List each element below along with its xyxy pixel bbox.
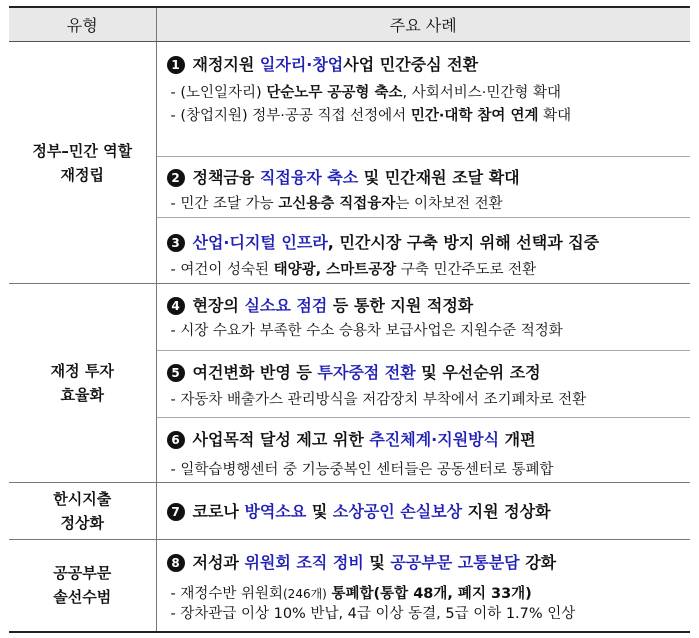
category-cell <box>9 42 156 284</box>
heading-highlight: 공공부문 고통분담 <box>390 553 520 572</box>
example-cell <box>156 540 690 632</box>
category-line: 재정립 <box>60 165 104 184</box>
heading-text: 사업목적 달성 제고 위한 <box>192 430 370 449</box>
detail-emphasis: 고신용층 직접융자 <box>278 196 396 212</box>
table-row <box>9 284 690 351</box>
item-heading-text <box>193 361 541 385</box>
heading-text: 및 <box>363 553 391 572</box>
example-item <box>157 52 691 128</box>
heading-text: 여건변화 반영 등 <box>192 363 318 382</box>
item-heading <box>157 428 691 452</box>
heading-highlight: 투자중점 전환 <box>317 363 416 382</box>
example-cell <box>156 218 690 284</box>
category-line: 효율화 <box>60 386 104 404</box>
category-line: 솔선수범 <box>53 588 112 607</box>
heading-highlight: 소상공인 손실보상 <box>332 502 463 521</box>
heading-text: 및 <box>306 502 333 521</box>
detail-text: - 시장 수요가 부족한 수소 승용차 보급사업은 지원수준 적정화 <box>170 323 563 339</box>
heading-text: 사업 민간중심 전환 <box>343 55 479 74</box>
example-item <box>157 230 691 281</box>
heading-highlight: 실소요 점검 <box>244 296 328 315</box>
example-cell <box>156 284 690 351</box>
item-detail-line <box>157 193 691 215</box>
item-detail-line <box>157 459 691 481</box>
heading-text: 재정지원 <box>192 55 260 74</box>
example-item <box>157 294 691 342</box>
heading-text: 및 민간재원 조달 확대 <box>358 168 520 187</box>
detail-emphasis: 통폐합(통합 48개, 폐지 33개) <box>331 586 532 602</box>
item-detail-line <box>157 82 691 105</box>
heading-highlight: 방역소요 <box>244 502 307 521</box>
category-cell <box>9 284 156 483</box>
example-cell <box>156 483 690 540</box>
item-number-badge: 7 <box>167 503 185 521</box>
detail-text: - 여건이 성숙된 <box>170 262 274 278</box>
item-detail-line <box>157 320 691 342</box>
detail-text: - 장차관급 이상 10% 반납, 4급 이상 동결, 5급 이하 1.7% 인상 <box>170 606 576 622</box>
heading-text: , 민간시장 구축 방지 위해 선택과 집중 <box>327 233 600 252</box>
detail-text: 는 이차보전 전환 <box>395 196 503 212</box>
item-number-badge: 3 <box>167 234 185 252</box>
item-heading <box>157 165 691 191</box>
table-row <box>9 483 690 540</box>
heading-text: 코로나 <box>192 502 245 521</box>
example-item <box>157 361 691 411</box>
example-item <box>157 165 691 215</box>
heading-text: 현장의 <box>192 296 245 315</box>
item-heading-text <box>193 550 557 576</box>
item-number-badge: 2 <box>167 169 185 187</box>
item-detail-line <box>157 604 691 624</box>
detail-text: - 자동차 배출가스 관리방식을 저감장치 부착에서 조기폐차로 전환 <box>170 392 587 408</box>
detail-text: - (창업지원) 정부·공공 직접 선정에서 <box>170 108 411 124</box>
item-heading-text <box>193 428 536 452</box>
example-item <box>157 550 691 624</box>
category-line: 재정 투자 <box>50 362 114 380</box>
heading-text: 강화 <box>519 553 557 572</box>
item-detail-line <box>157 259 691 281</box>
heading-highlight: 추진체계·지원방식 <box>369 430 500 449</box>
item-heading <box>157 52 691 78</box>
table-row <box>9 42 690 157</box>
category-line: 정상화 <box>60 514 104 532</box>
item-number-badge: 5 <box>167 364 185 382</box>
detail-text: - 재정수반 위원회 <box>170 586 283 602</box>
detail-emphasis: 태양광, 스마트공장 <box>273 262 397 278</box>
category-cell <box>9 540 156 632</box>
heading-text: 정책금융 <box>192 168 260 187</box>
item-number-badge: 6 <box>167 431 185 449</box>
header-examples: 주요 사례 <box>156 7 690 42</box>
policy-table <box>9 6 690 633</box>
item-detail-line <box>157 389 691 411</box>
table-header-row <box>9 7 690 42</box>
item-heading-text <box>193 294 474 318</box>
category-line: 공공부문 <box>53 564 112 583</box>
category-cell <box>9 483 156 540</box>
item-number-badge: 8 <box>167 554 185 572</box>
example-cell <box>156 42 690 157</box>
example-cell <box>156 418 690 483</box>
item-heading <box>157 499 691 525</box>
item-heading-text <box>193 230 600 256</box>
table-row <box>9 540 690 632</box>
detail-text: - 민간 조달 가능 <box>170 196 279 212</box>
item-detail-line <box>157 584 691 604</box>
detail-emphasis: 단순노무 공공형 축소 <box>266 85 403 101</box>
category-line: 정부–민간 역할 <box>32 141 133 160</box>
heading-highlight: 위원회 조직 정비 <box>244 553 364 572</box>
detail-text: - 일학습병행센터 중 기능중복인 센터들은 공동센터로 통폐합 <box>170 462 554 478</box>
example-item <box>157 428 691 481</box>
item-heading <box>157 550 691 576</box>
item-heading-text <box>193 499 551 525</box>
heading-text: 저성과 <box>192 553 245 572</box>
heading-highlight: 일자리·창업 <box>259 55 344 74</box>
heading-text: 개편 <box>499 430 536 449</box>
detail-emphasis: 민간·대학 참여 연계 <box>410 108 539 124</box>
item-detail-line <box>157 105 691 128</box>
item-number-badge: 1 <box>167 56 185 74</box>
detail-note: (246개) <box>283 587 327 601</box>
heading-text: 및 우선순위 조정 <box>415 363 541 382</box>
item-heading <box>157 294 691 318</box>
detail-text: 확대 <box>538 108 572 124</box>
heading-text: 지원 정상화 <box>462 502 551 521</box>
example-cell <box>156 157 690 218</box>
item-heading-text <box>193 165 520 191</box>
header-type: 유형 <box>9 7 156 42</box>
detail-text: , 사회서비스·민간형 확대 <box>402 85 561 101</box>
heading-text: 등 통한 지원 적정화 <box>327 296 474 315</box>
category-line: 한시지출 <box>53 490 112 508</box>
example-cell <box>156 351 690 418</box>
item-heading <box>157 230 691 256</box>
heading-highlight: 직접융자 축소 <box>259 168 359 187</box>
detail-text: - (노인일자리) <box>170 85 267 101</box>
item-heading <box>157 361 691 385</box>
item-heading-text <box>193 52 479 78</box>
detail-text: 구축 민간주도로 전환 <box>396 262 537 278</box>
item-number-badge: 4 <box>167 297 185 315</box>
example-item <box>157 499 691 525</box>
heading-highlight: 산업·디지털 인프라 <box>192 233 328 252</box>
